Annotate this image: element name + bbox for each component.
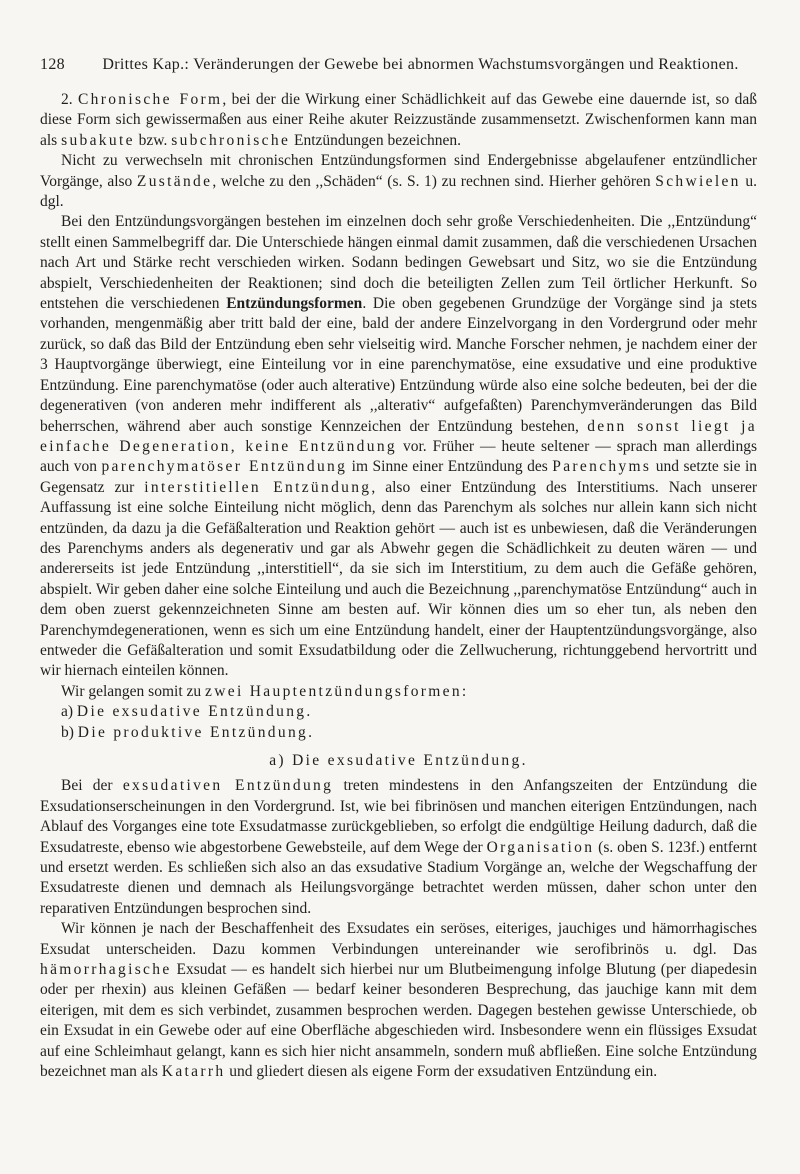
- term-entzuendungsformen: Entzündungsformen: [226, 295, 363, 313]
- paragraph-chronic-form: 2. Chronische Form, bei der die Wirkung einer Schädlichkeit auf das Gewebe eine dauernde ist, so daß diese Form sich gewissermaßen aus einer Reihe akuter Reizzustände zusammensetzt. Zwischenformen kann man als subakute bzw. subchronische Entzündungen bezeichnen.: [40, 91, 758, 149]
- term-chronic-form: Chronische Form: [77, 91, 223, 108]
- term-exudative: exsudativen Entzündung: [122, 777, 334, 795]
- term-interstitial: interstitiellen Entzündung: [144, 478, 372, 496]
- page-number: 128: [40, 56, 65, 73]
- section-number: 2.: [61, 91, 73, 108]
- term-subacute: subakute: [61, 131, 135, 149]
- term-haemorrhagic: hämorrhagische: [40, 961, 172, 979]
- paragraph-exudate-types: Wir können je nach der Beschaffenheit des Exsudates ein seröses, eiteriges, jauchiges und hämorrhagisches Exsudat unterscheiden. Dazu kommen Verbindungen untereinander wie serofibrinös u. dgl. Das hämorrhagische Exsudat — es handelt sich hierbei nur um Blutbeimengung infolge Blutung (per diapedesin oder per rhexin) aus kleinen Gefäßen — bedarf keiner besonderen Besprechung, das jauchige kann mit dem eiterigen, mit dem es sich verbindet, zusammen besprochen werden. Dagegen bestehen gewisse Unterschiede, ob ein Exsudat in ein Gewebe oder auf eine Oberfläche abgeschieden wird. Insbesondere wenn ein flüssiges Exsudat auf eine Schleimhaut gelangt, kann es sich hier nicht ansammeln, sondern muß abfließen. Eine solche Entzündung bezeichnet man als Katarrh und gliedert diesen als eigene Form der exsudativen Entzündung ein.: [40, 920, 757, 1081]
- paragraph-end-results: Nicht zu verwechseln mit chronischen Entzündungsformen sind Endergebnisse abgelaufener entzündlicher Vorgänge, also Zustände, welche zu den ,,Schäden“ (s. S. 1) zu rechnen sind. Hierher gehören Schwielen u. dgl.: [40, 152, 757, 211]
- term-zustaende: Zustände: [136, 172, 213, 190]
- term-organisation: Organisation: [486, 838, 595, 856]
- term-two-main-forms: zwei Hauptentzündungsformen: [205, 682, 462, 700]
- paragraph-two-forms: Wir gelangen somit zu zwei Hauptentzündungsformen:: [61, 682, 467, 700]
- term-subchronic: subchronische: [171, 131, 291, 149]
- section-heading: a) Die exsudative Entzündung.: [269, 752, 528, 769]
- paragraph-exudative: Bei der exsudativen Entzündung treten mindestens in den Anfangszeiten der Entzündung die Exsudationserscheinungen in den Vordergrund. Ist, wie bei fibrinösen und manchen eiterigen Entzündungen, nach Ablauf des Vorganges eine tote Exsudatmasse zurückgeblieben, so erfolgt die endgültige Heilung dadurch, daß die Exsudatreste, ebenso wie abgestorbene Gewebsteile, auf dem Wege der Organisation (s. oben S. 123f.) entfernt und ersetzt werden. Es schließen sich also an das exsudative Stadium Vorgänge an, welche der Wegschaffung der Exsudatreste dienen und demnach als Heilungsvorgänge betrachtet werden müssen, daher schon unter den reparativen Entzündungen besprochen sind.: [40, 777, 758, 917]
- running-header: [40, 56, 757, 74]
- list-item: a) Die exsudative Entzündung.: [61, 703, 313, 721]
- term-parenchymatous: parenchymatöser Entzündung: [101, 458, 348, 476]
- emphasis-degeneration: denn sonst liegt ja einfache Degeneration, keine Entzündung: [40, 417, 757, 455]
- paragraph-inflammation-forms: Bei den Entzündungsvorgängen bestehen im einzelnen doch sehr große Verschiedenheiten. Die ,,Entzündung“ stellt einen Sammelbegriff dar. Die Unterschiede hängen einmal damit zusammen, daß die verschiedenen Ursachen nach Art und Stärke recht verschieden wirken. Sodann bedingen Gewebsart und Sitz, wo sie die Entzündung abspielt, Verschiedenheiten der Reaktionen; sind doch die beteiligten Zellen zum Teil örtlicher Herkunft. So entstehen die verschiedenen Entzündungsformen. Die oben gegebenen Grundzüge der Vorgänge sind ja stets vorhanden, mengenmäßig aber tritt bald der eine, bald der andere Einzelvorgang in den Vordergrund oder mehr zurück, so daß das Bild der Entzündung eben sehr vielseitig wird. Manche Forscher nehmen, je nachdem einer der 3 Hauptvorgänge überwiegt, eine Einteilung vor in eine parenchymatöse, eine exsudative und eine produktive Entzündung. Eine parenchymatöse (oder auch alterative) Entzündung würde also eine solche bedeuten, bei der die degenerativen (von anderen mehr indifferent als ,,alterativ“ aufgefaßten) Parenchymveränderungen das Bild beherrschen, während aber auch sonstige Kennzeichen der Entzündung bestehen, denn sonst liegt ja einfache Degeneration, keine Entzündung vor. Früher — heute seltener — sprach man allerdings auch von parenchymatöser Entzündung im Sinne einer Entzündung des Parenchyms und setzte sie in Gegensatz zur interstitiellen Entzündung, also einer Entzündung des Interstitiums. Nach unserer Auffassung ist eine solche Einteilung nicht möglich, denn das Parenchym als solches nur allein kann sich nicht entzünden, da dazu ja die Gefäßalteration und Reaktion gehört — auch ist es unbewiesen, daß die Veränderungen des Parenchyms anders als degenerativ und gar als Abwehr gegen die Schädlichkeit zu deuten wären — und andererseits ist jede Entzündung ,,interstitiell“, da sie sich im Interstitium, zu dem auch die Gefäße gehören, abspielt. Wir geben daher eine solche Einteilung und auch die Bezeichnung ,,parenchymatöse Entzündung“ auch in dem oben zuerst gekennzeichneten Sinne am besten auf. Wir können dies um so eher tun, als neben den Parenchymdegenerationen, wenn es sich um eine Entzündung handelt, einer der Hauptentzündungsvorgänge, also entweder die Gefäßalteration und somit Exsudatbildung oder die Zellwucherung, richtunggebend hervortritt und wir hiernach einteilen können.: [40, 213, 758, 680]
- term-katarrh: Katarrh: [161, 1063, 226, 1081]
- term-schwielen: Schwielen: [655, 172, 741, 190]
- chapter-title: Drittes Kap.: Veränderungen der Gewebe bei abnormen Wachstumsvorgängen und Reaktionen.: [102, 56, 739, 73]
- list-item: b) Die produktive Entzündung.: [61, 723, 315, 741]
- body-text: [40, 90, 757, 1083]
- term-parenchyms: Parenchyms: [552, 458, 652, 476]
